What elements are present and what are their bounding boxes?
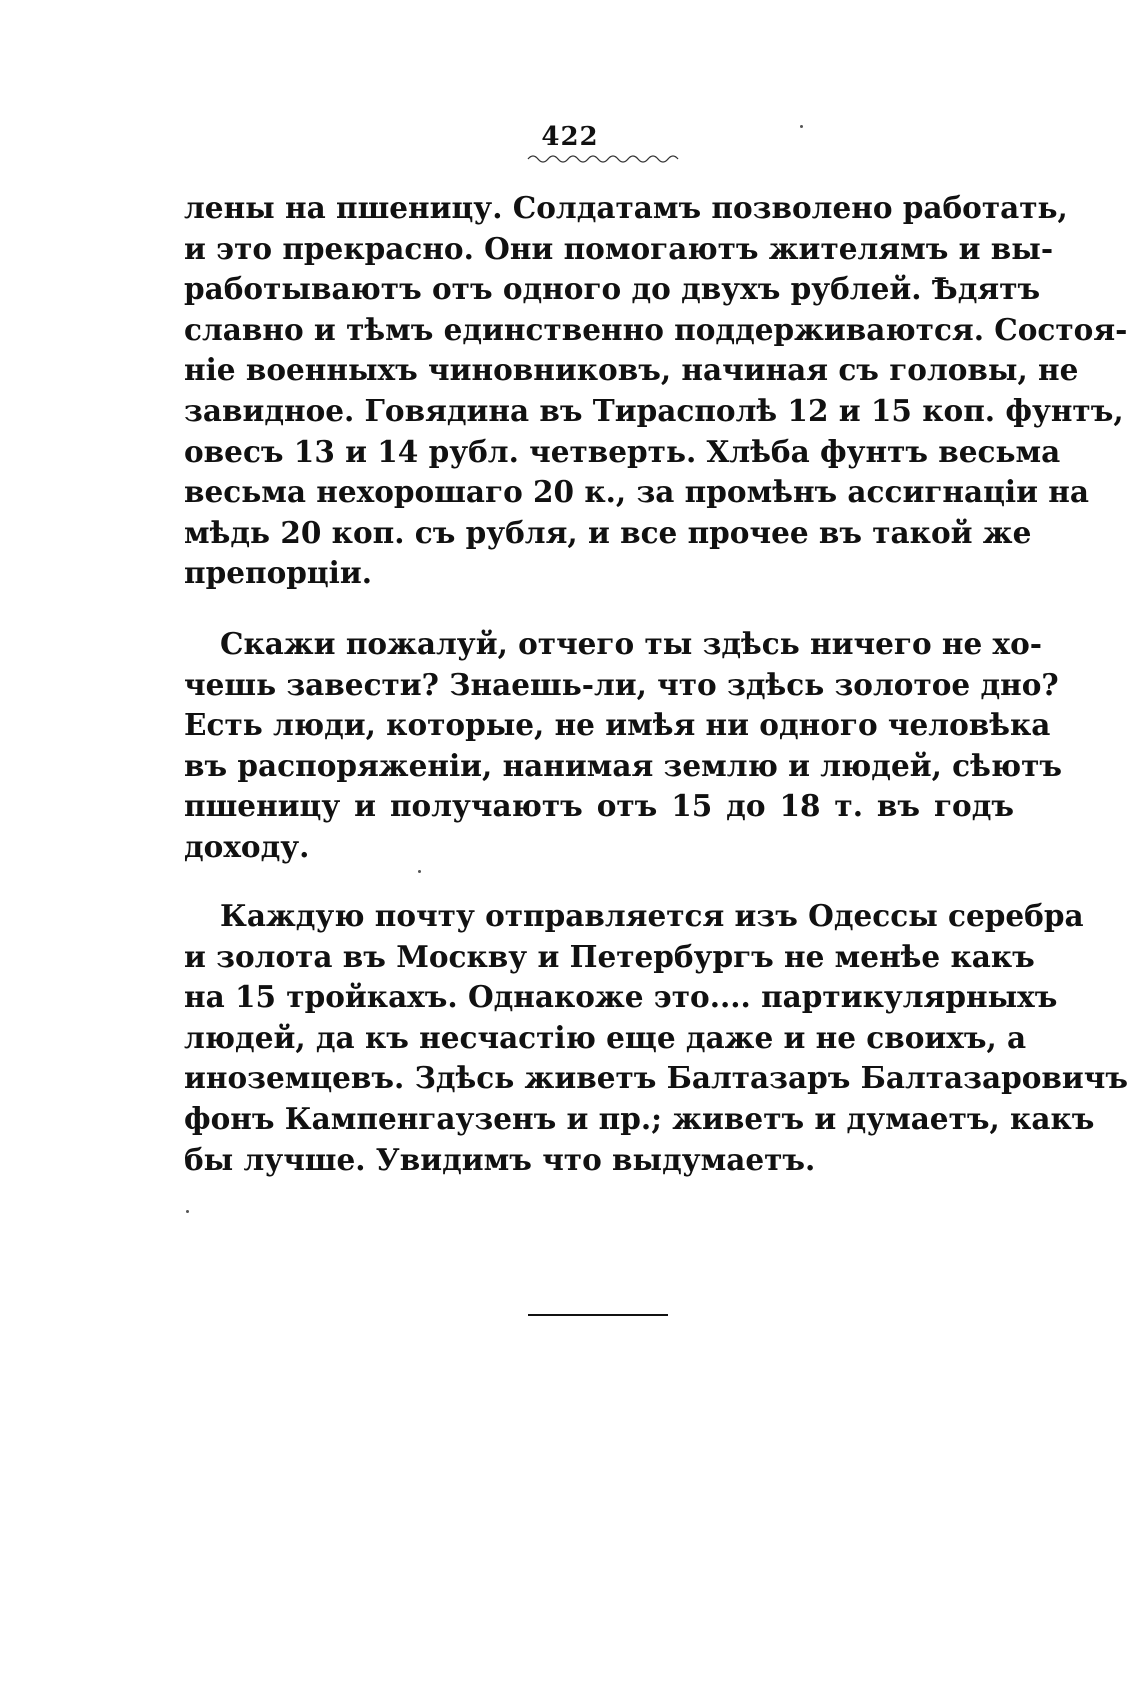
text-line: бы лучше. Увидимъ что выдумаетъ.	[184, 1141, 816, 1177]
text-line: и это прекрасно. Они помогаютъ жителямъ и вы-	[184, 230, 1054, 266]
paragraph-3	[184, 896, 1128, 1180]
text-line: иноземцевъ. Здѣсь живетъ Балтазаръ Балтазаровичъ	[184, 1060, 1128, 1096]
end-rule	[528, 1314, 668, 1316]
text-line: ніе военныхъ чиновниковъ, начиная съ головы, не	[184, 352, 1079, 388]
text-line: фонъ Кампенгаузенъ и пр.; живетъ и думаетъ, какъ	[184, 1100, 1095, 1136]
text-line: лены на пшеницу. Солдатамъ позволено работать,	[184, 190, 1068, 225]
ink-speck	[418, 870, 421, 873]
text-line: чешь завести? Знаешь-ли, что здѣсь золотое дно?	[184, 666, 1059, 702]
text-line: людей, да къ несчастію еще даже и не своихъ, а	[184, 1019, 1027, 1055]
text-line: работываютъ отъ одного до двухъ рублей. Ѣдятъ	[184, 271, 1041, 307]
text-line: мѣдь 20 коп. съ рубля, и все прочее въ такой же	[184, 514, 1032, 550]
ink-speck	[186, 1210, 189, 1213]
text-line: Есть люди, которые, не имѣя ни одного человѣка	[184, 707, 1051, 743]
text-line: весьма нехорошаго 20 к., за промѣнъ ассигнаціи на	[184, 474, 1089, 510]
text-line: доходу.	[184, 828, 310, 864]
text-line: славно и тѣмъ единственно поддерживаются. Состоя-	[184, 311, 1128, 347]
wavy-ornament	[528, 153, 678, 165]
text-line: завидное. Говядина въ Тираспол‍ѣ 12 и 15 коп. фунтъ,	[184, 392, 1124, 428]
text-line: препорціи.	[184, 555, 373, 591]
text-line: Скажи пожалуй, отчего ты здѣсь ничего не хо-	[220, 626, 1043, 661]
ink-speck	[800, 125, 803, 128]
text-line: овесъ 13 и 14 рубл. четверть. Хлѣба фунтъ весьма	[184, 433, 1061, 469]
text-line: Каждую почту отправляется изъ Одессы серебра	[220, 898, 1084, 933]
text-line: на 15 тройкахъ. Однакоже это.... партикулярныхъ	[184, 979, 1058, 1015]
text-line: пшеницу и получаютъ отъ 15 до 18 т. въ годъ	[184, 788, 1014, 824]
paragraph-1	[184, 188, 1128, 594]
page-number: 422	[541, 122, 599, 152]
text-line: и золота въ Москву и Петербургъ не менѣе какъ	[184, 938, 1035, 974]
paragraph-2	[184, 624, 1062, 868]
text-line: въ распоряженіи, нанимая землю и людей, сѣютъ	[184, 747, 1062, 783]
